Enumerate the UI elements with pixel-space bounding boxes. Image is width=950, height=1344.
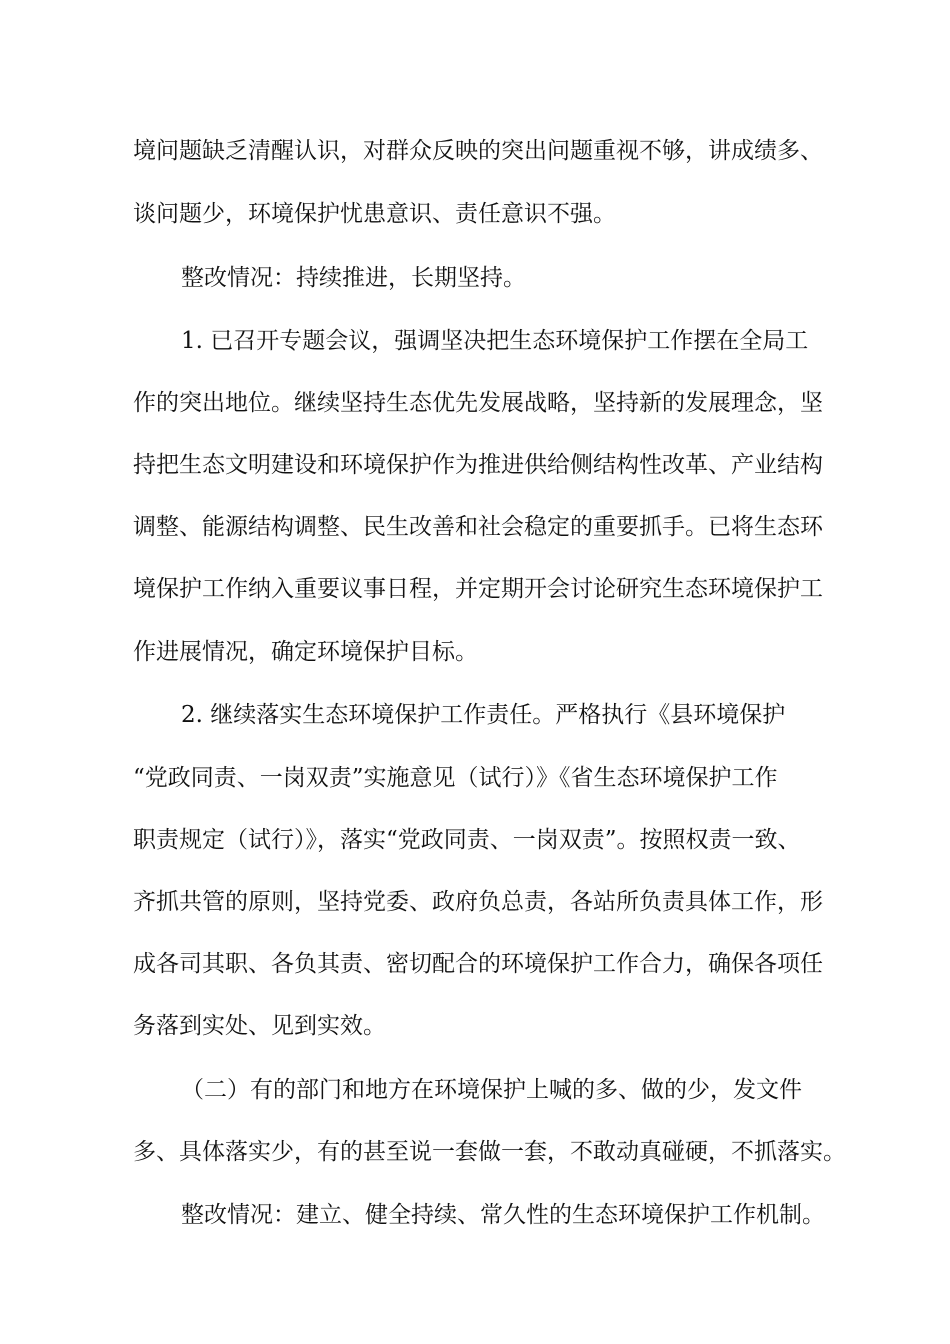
body-text-line: 调整、能源结构调整、民生改善和社会稳定的重要抓手。已将生态环 (133, 514, 823, 540)
body-text-line: 作进展情况，确定环境保护目标。 (133, 639, 478, 665)
body-text-line: 谈问题少，环境保护忧患意识、责任意识不强。 (133, 201, 616, 227)
list-item-1-line: 1. 已召开专题会议，强调坚决把生态环境保护工作摆在全局工 (181, 328, 809, 354)
body-text-line: 作的突出地位。继续坚持生态优先发展战略，坚持新的发展理念，坚 (133, 390, 823, 416)
body-text-line: 境问题缺乏清醒认识，对群众反映的突出问题重视不够，讲成绩多、 (133, 138, 823, 164)
body-text-line: 职责规定（试行）》，落实“党政同责、一岗双责”。按照权责一致、 (133, 827, 801, 853)
body-text-line: 务落到实处、见到实效。 (133, 1013, 386, 1039)
body-text-line: 境保护工作纳入重要议事日程，并定期开会讨论研究生态环境保护工 (133, 576, 823, 602)
section-status-line: 整改情况：持续推进，长期坚持。 (181, 265, 526, 291)
list-item-2-line: 2. 继续落实生态环境保护工作责任。严格执行《县环境保护 (181, 702, 786, 728)
body-text-line: 齐抓共管的原则，坚持党委、政府负总责，各站所负责具体工作，形 (133, 889, 823, 915)
body-text-line: 成各司其职、各负其责、密切配合的环境保护工作合力，确保各项任 (133, 951, 823, 977)
section-status-line: 整改情况：建立、健全持续、常久性的生态环境保护工作机制。 (181, 1202, 825, 1228)
body-text-line: 持把生态文明建设和环境保护作为推进供给侧结构性改革、产业结构 (133, 452, 823, 478)
subheading-line: （二）有的部门和地方在环境保护上喊的多、做的少，发文件 (181, 1077, 802, 1103)
body-text-line: “党政同责、一岗双责”实施意见（试行）》《省生态环境保护工作 (133, 765, 778, 791)
body-text-line: 多、具体落实少，有的甚至说一套做一套，不敢动真碰硬，不抓落实。 (133, 1139, 846, 1165)
